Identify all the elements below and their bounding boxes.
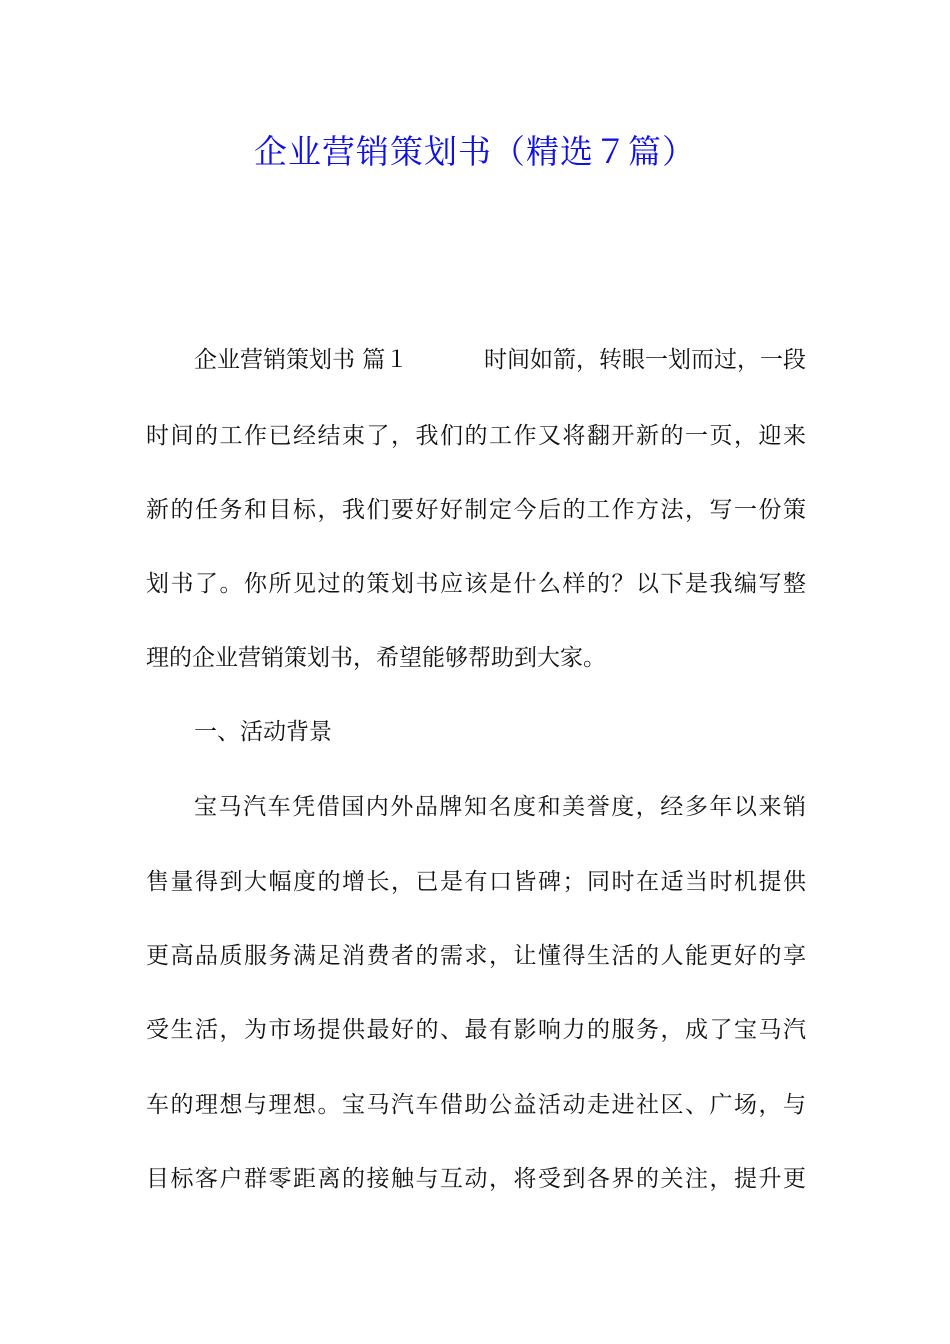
- article-label: 企业营销策划书 篇１: [194, 347, 409, 373]
- paragraph-2-line: 受生活，为市场提供最好的、最有影响力的服务，成了宝马汽: [146, 1017, 806, 1043]
- paragraph-1-line: 时间的工作已经结束了，我们的工作又将翻开新的一页，迎来: [146, 423, 806, 449]
- paragraph-2-line: 目标客户群零距离的接触与互动，将受到各界的关注，提升更: [146, 1166, 806, 1192]
- paragraph-2-line: 宝马汽车凭借国内外品牌知名度和美誉度，经多年以来销: [194, 794, 806, 820]
- paragraph-1-line: 新的任务和目标，我们要好好制定今后的工作方法，写一份策: [146, 497, 806, 523]
- article-first-line: [194, 340, 806, 380]
- paragraph-2-line: 售量得到大幅度的增长，已是有口皆碑；同时在适当时机提供: [146, 869, 806, 895]
- paragraph-2-line: 车的理想与理想。宝马汽车借助公益活动走进社区、广场，与: [146, 1092, 806, 1118]
- paragraph-2-line: 更高品质服务满足消费者的需求，让懂得生活的人能更好的享: [146, 943, 806, 969]
- paragraph-1-first-line: 时间如箭，转眼一划而过，一段: [484, 347, 806, 373]
- section-heading: 一、活动背景: [194, 719, 332, 745]
- paragraph-1-line: 理的企业营销策划书，希望能够帮助到大家。: [146, 645, 606, 671]
- document-title: 企业营销策划书（精选７篇）: [254, 132, 696, 171]
- paragraph-1-line: 划书了。你所见过的策划书应该是什么样的？以下是我编写整: [146, 571, 806, 597]
